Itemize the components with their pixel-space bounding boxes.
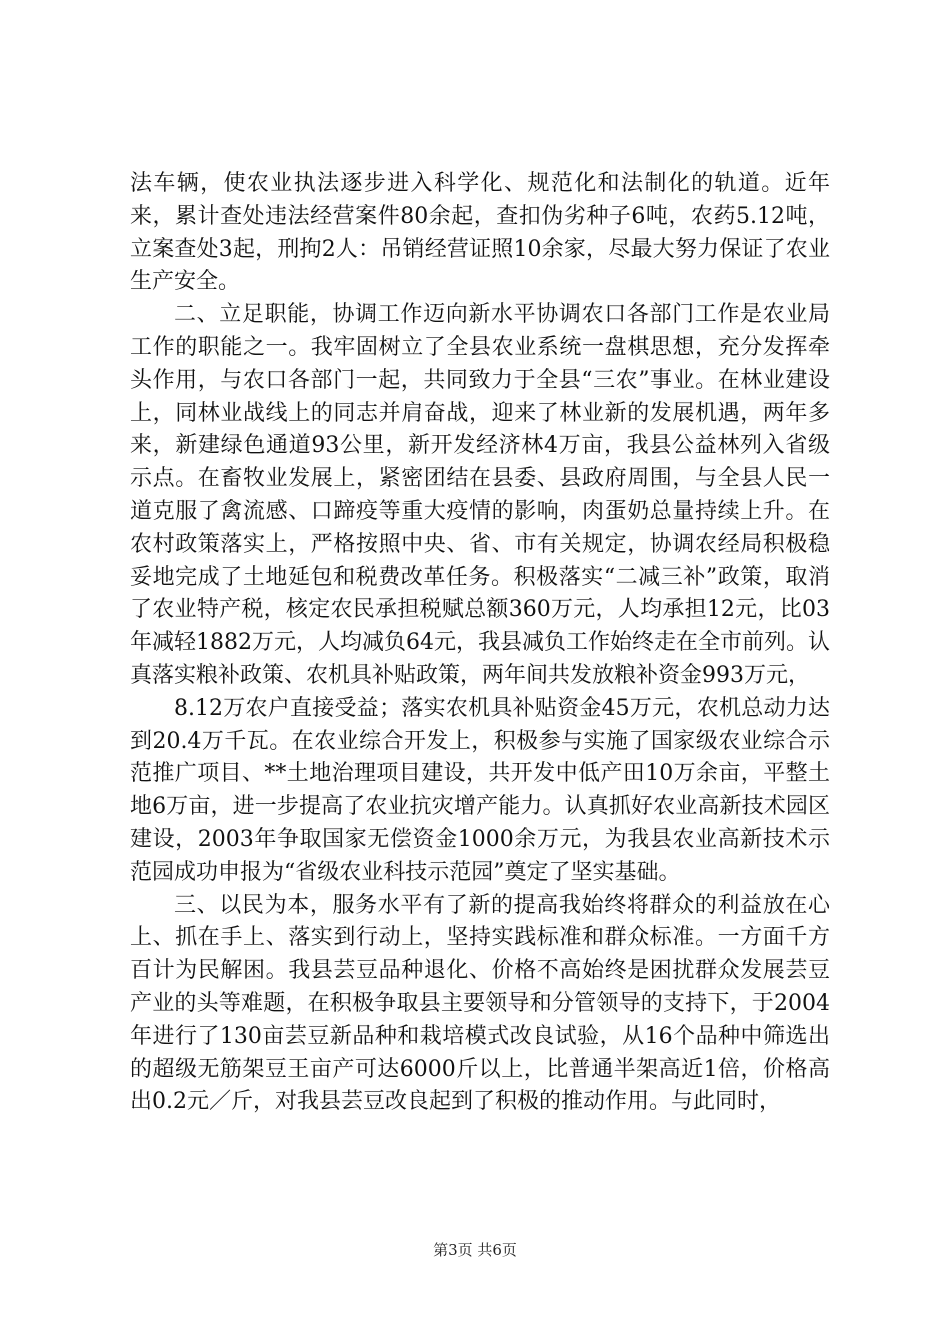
- paragraph-4: 三、以民为本，服务水平有了新的提高我始终将群众的利益放在心上、抓在手上、落实到行动上，坚持实践标准和群众标准。一方面千方百计为民解困。我县芸豆品种退化、价格不高始终是困扰群众发展芸豆产业的头等难题，在积极争取县主要领导和分管领导的支持下，于2004年进行了130亩芸豆新品种和栽培模式改良试验，从16个品种中筛选出的超级无筋架豆王亩产可达6000斤以上，比普通半架高近1倍，价格高出0.2元／斤，对我县芸豆改良起到了积极的推动作用。与此同时，: [130, 892, 830, 1115]
- page-footer: 第3页 共6页: [433, 1241, 517, 1259]
- paragraph-3: 8.12万农户直接受益；落实农机具补贴资金45万元，农机总动力达到20.4万千瓦。在农业综合开发上，积极参与实施了国家级农业综合示范推广项目、**土地治理项目建设，共开发中低产田10万余亩，平整土地6万亩，进一步提高了农业抗灾增产能力。认真抓好农业高新技术园区建设，2003年争取国家无偿资金1000余万元，为我县农业高新技术示范园成功申报为“省级农业科技示范园”奠定了坚实基础。: [130, 695, 830, 885]
- paragraph-1: 法车辆，使农业执法逐步进入科学化、规范化和法制化的轨道。近年来，累计查处违法经营案件80余起，查扣伪劣种子6吨，农药5.12吨，立案查处3起，刑拘2人：吊销经营证照10余家，尽最大努力保证了农业生产安全。: [130, 171, 830, 295]
- paragraph-2: 二、立足职能，协调工作迈向新水平协调农口各部门工作是农业局工作的职能之一。我牢固树立了全县农业系统一盘棋思想，充分发挥牵头作用，与农口各部门一起，共同致力于全县“三农”事业。在林业建设上，同林业战线上的同志并肩奋战，迎来了林业新的发展机遇，两年多来，新建绿色通道93公里，新开发经济林4万亩，我县公益林列入省级示点。在畜牧业发展上，紧密团结在县委、县政府周围，与全县人民一道克服了禽流感、口蹄疫等重大疫情的影响，肉蛋奶总量持续上升。在农村政策落实上，严格按照中央、省、市有关规定，协调农经局积极稳妥地完成了土地延包和税费改革任务。积极落实“二减三补”政策，取消了农业特产税，核定农民承担税赋总额360万元，人均承担12元，比03年减轻1882万元，人均减负64元，我县减负工作始终走在全市前列。认真落实粮补政策、农机具补贴政策，两年间共发放粮补资金993万元，: [130, 302, 830, 688]
- document-body: [130, 168, 830, 1119]
